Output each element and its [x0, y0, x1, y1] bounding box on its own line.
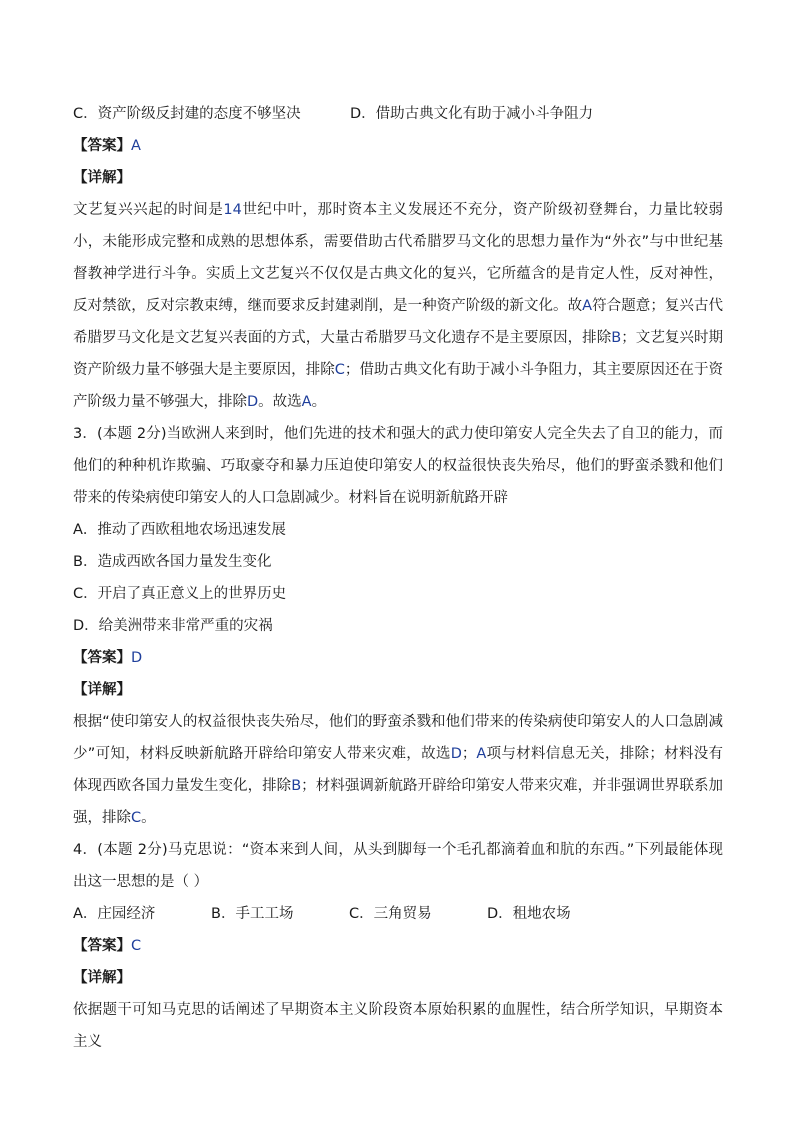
q2-answer: [73, 130, 723, 162]
q4-stem: 4．(本题 2分)马克思说：“资本来到人间，从头到脚每一个毛孔都滴着血和肮的东西。”下列最能体现出这一思想的是（ ）: [73, 842, 723, 890]
q2-explanation-seg: 世纪中叶，那时资本主义发展还不充分，资产阶级初登舞台，力量比较弱小，未能形成完整和成熟的思想体系，需要借助古代希腊罗马文化的思想力量作为“外衣”与中世纪基督教神学进行斗争。实质上文艺复兴不仅仅是古典文化的复兴，它所蕴含的是肯定人性，反对神性，反对禁欲，反对宗教束缚，继而要求反封建剥削，是一种资产阶级的新文化。故: [73, 202, 724, 314]
q2-explanation-seg: 文艺复兴兴起的时间是: [73, 202, 224, 218]
q2-detail-heading: [73, 162, 723, 194]
q2-detail-label: 【详解】: [73, 170, 131, 186]
q4-detail-heading: [73, 962, 723, 994]
q4-option-d: D．租地农场: [487, 906, 571, 922]
q2-option-c: C．资产阶级反封建的态度不够坚决: [73, 106, 301, 122]
q2-answer-label: 【答案】: [73, 138, 131, 154]
q4-options-row: [73, 898, 723, 930]
q2-explanation-seg: C: [334, 362, 345, 378]
q3-answer: [73, 642, 723, 674]
q3-stem: 3．(本题 2分)当欧洲人来到时，他们先进的技术和强大的武力使印第安人完全失去了自卫的能力，而他们的种种机诈欺骗、巧取豪夺和暴力压迫使印第安人的权益很快丧失殆尽，他们的野蛮杀戮和他们带来的传染病使印第安人的人口急剧减少。材料旨在说明新航路开辟: [73, 426, 723, 506]
q2-options-row: [73, 98, 723, 130]
q2-explanation-seg: B: [611, 330, 622, 346]
q3-explanation-seg: 项与材料信息无关，排除；材料没有体现西欧各国力量发生变化，排除: [73, 746, 724, 794]
q2-explanation-seg: A: [301, 394, 312, 410]
q2-explanation-seg: 。故选: [258, 394, 302, 410]
q3-option-b: B．造成西欧各国力量发生变化: [73, 554, 272, 570]
q4-detail-label: 【详解】: [73, 970, 131, 986]
q2-explanation-seg: A: [582, 298, 593, 314]
q3-answer-value: D: [131, 650, 143, 666]
q3-detail-label: 【详解】: [73, 682, 131, 698]
q2-option-d: D．借助古典文化有助于减小斗争阻力: [350, 106, 594, 122]
q2-explanation: [73, 194, 723, 418]
q2-explanation-seg: D: [247, 394, 259, 410]
q2-answer-value: A: [131, 138, 141, 154]
q3-option-c: C．开启了真正意义上的世界历史: [73, 586, 287, 602]
q2-explanation-seg: 。: [311, 394, 327, 410]
q3-explanation-seg: 根据“使印第安人的权益很快丧失殆尽，他们的野蛮杀戮和他们带来的传染病使印第安人的人口急剧减少”可知，材料反映新航路开辟给印第安人带来灾难，故选: [73, 714, 723, 762]
q3-detail-heading: [73, 674, 723, 706]
q4-answer-value: C: [131, 938, 142, 954]
q3-explanation-seg: A: [476, 746, 487, 762]
q4-option-c: C．三角贸易: [349, 906, 432, 922]
q3-explanation-seg: 。: [141, 810, 156, 826]
q2-explanation-seg: ；借助古典文化有助于减小斗争阻力，其主要原因还在于资产阶级力量不够强大，排除: [73, 362, 724, 410]
q4-answer: [73, 930, 723, 962]
q3-explanation-seg: C: [131, 810, 142, 826]
q4-explanation: 依据题干可知马克思的话阐述了早期资本主义阶段资本原始积累的血腥性，结合所学知识，早期资本主义: [73, 1002, 723, 1050]
q4-option-b: B．手工工场: [211, 906, 294, 922]
q2-explanation-seg: 14: [223, 202, 242, 218]
q3-explanation-seg: B: [291, 778, 302, 794]
document-content: [73, 98, 723, 1058]
q3-explanation-seg: ；材料强调新航路开辟给印第安人带来灾难，并非强调世界联系加强，排除: [73, 778, 724, 826]
q4-answer-label: 【答案】: [73, 938, 131, 954]
q3-answer-label: 【答案】: [73, 650, 131, 666]
q4-option-a: A．庄园经济: [73, 906, 156, 922]
q2-explanation-seg: 符合题意；复兴古代希腊罗马文化是文艺复兴表面的方式，大量古希腊罗马文化遗存不是主要原因，排除: [73, 298, 724, 346]
q3-explanation: [73, 706, 723, 834]
q3-option-a: A．推动了西欧租地农场迅速发展: [73, 522, 286, 538]
q3-option-d: D．给美洲带来非常严重的灾祸: [73, 618, 273, 634]
q3-explanation-seg: D: [450, 746, 462, 762]
q2-explanation-seg: ；文艺复兴时期资产阶级力量不够强大是主要原因，排除: [73, 330, 724, 378]
q3-explanation-seg: ；: [461, 746, 477, 762]
